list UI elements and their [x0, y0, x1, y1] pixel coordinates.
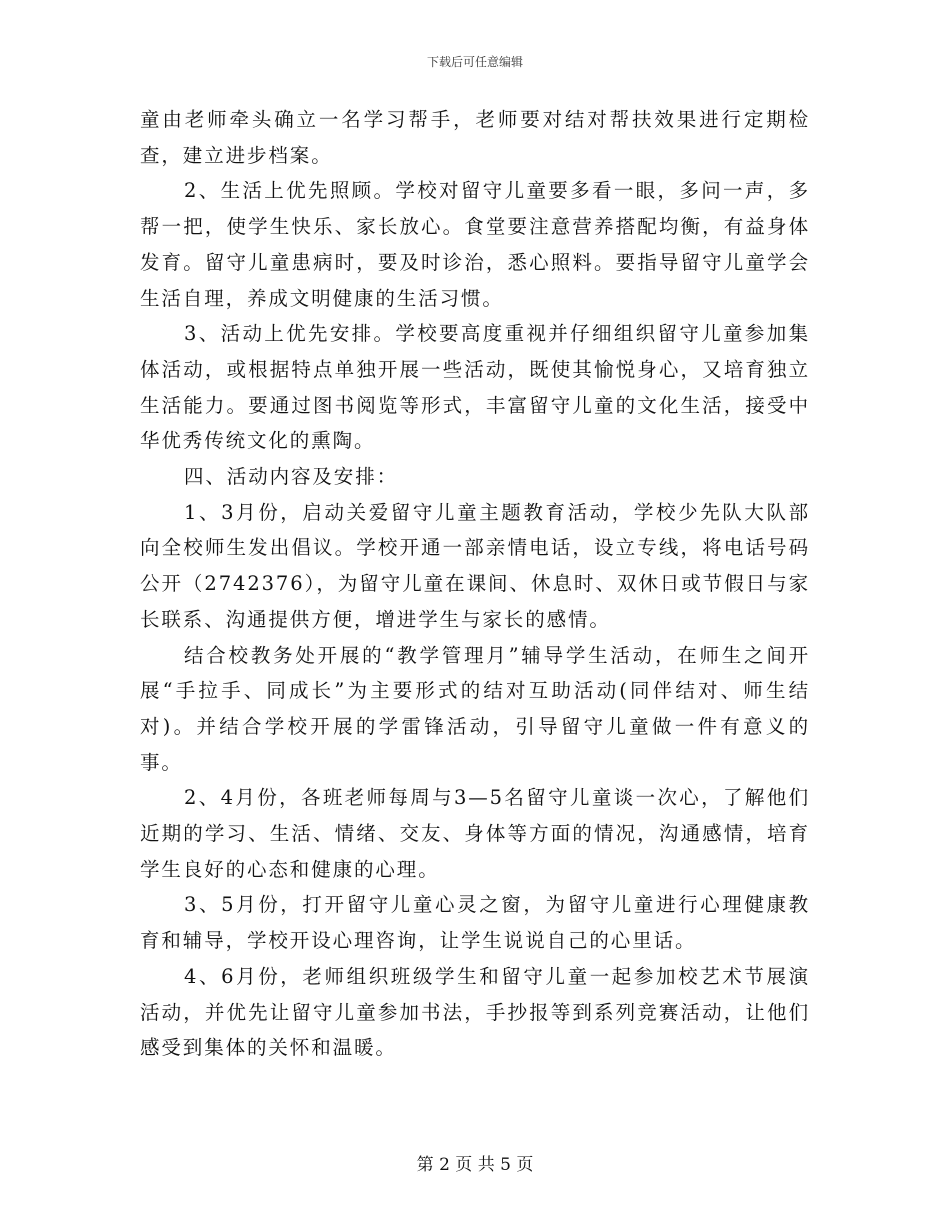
paragraph-june: 4、6月份，老师组织班级学生和留守儿童一起参加校艺术节展演活动，并优先让留守儿童参加书法，手抄报等到系列竞赛活动，让他们感受到集体的关怀和温暖。: [140, 964, 810, 1060]
page-number-footer: 第 2 页 共 5 页: [416, 1155, 534, 1175]
document-body: [140, 102, 810, 1066]
paragraph-activity-priority: 3、活动上优先安排。学校要高度重视并仔细组织留守儿童参加集体活动，或根据特点单独开展一些活动，既使其愉悦身心，又培育独立生活能力。要通过图书阅览等形式，丰富留守儿童的文化生活，接受中华优秀传统文化的熏陶。: [140, 322, 810, 453]
page-header: 下载后可任意编辑: [426, 55, 523, 69]
paragraph-may: 3、5月份，打开留守儿童心灵之窗，为留守儿童进行心理健康教育和辅导，学校开设心理咨询，让学生说说自己的心里话。: [140, 893, 810, 953]
paragraph-life-care: 2、生活上优先照顾。学校对留守儿童要多看一眼，多问一声，多帮一把，使学生快乐、家长放心。食堂要注意营养搭配均衡，有益身体发育。留守儿童患病时，要及时诊治，悉心照料。要指导留守儿童学会生活自理，养成文明健康的生活习惯。: [140, 179, 810, 310]
section-heading-activity-content: 四、活动内容及安排：: [184, 465, 399, 489]
paragraph-continuation: 童由老师牵头确立一名学习帮手，老师要对结对帮扶效果进行定期检查，建立进步档案。: [140, 108, 810, 167]
paragraph-march: 1、3月份，启动关爱留守儿童主题教育活动，学校少先队大队部向全校师生发出倡议。学校开通一部亲情电话，设立专线，将电话号码公开（2742376），为留守儿童在课间、休息时、双休日或节假日与家长联系、沟通提供方便，增进学生与家长的感情。: [140, 500, 810, 631]
paragraph-pairing-activity: 结合校教务处开展的“教学管理月”辅导学生活动，在师生之间开展“手拉手、同成长”为主要形式的结对互助活动(同伴结对、师生结对)。并结合学校开展的学雷锋活动，引导留守儿童做一件有意义的事。: [140, 643, 810, 774]
paragraph-april: 2、4月份，各班老师每周与3—5名留守儿童谈一次心，了解他们近期的学习、生活、情绪、交友、身体等方面的情况，沟通感情，培育学生良好的心态和健康的心理。: [140, 786, 810, 881]
